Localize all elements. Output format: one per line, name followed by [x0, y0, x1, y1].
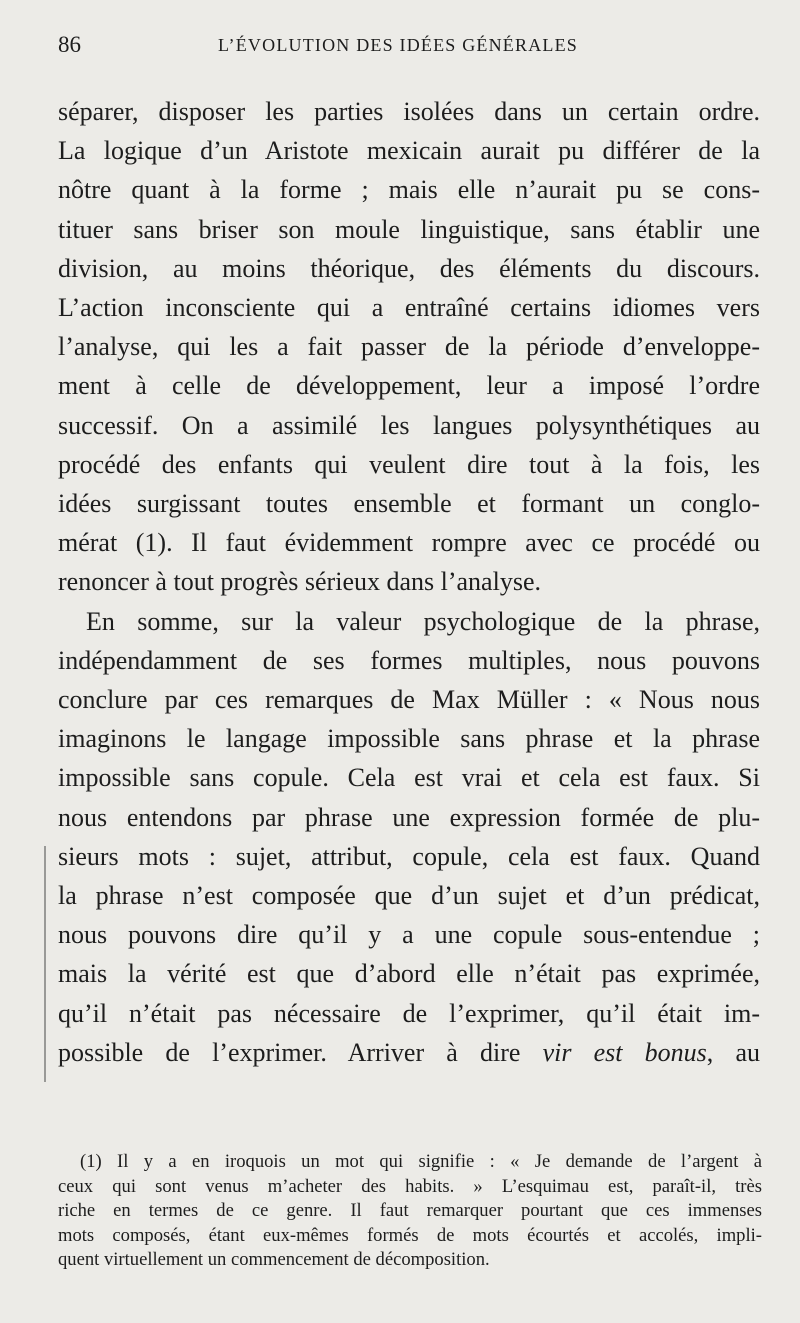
body-line: indépendamment de ses formes multiples, nous pouvons: [58, 645, 760, 675]
body-text-run: possible de l’exprimer. Arriver à dire: [58, 1037, 521, 1067]
footnote-line: mots composés, étant eux-mêmes formés de mots écourtés et accolés, impli-: [58, 1224, 762, 1246]
body-line: séparer, disposer les parties isolées dans un certain ordre.: [58, 97, 760, 126]
body-text-run: , au: [706, 1037, 760, 1067]
body-line: ment à celle de développement, leur a imposé l’ordre: [58, 371, 760, 401]
body-line: impossible sans copule. Cela est vrai et cela est faux. Si: [58, 763, 760, 793]
body-line: division, au moins théorique, des éléments du discours.: [58, 253, 760, 283]
body-line: imaginons le langage impossible sans phrase et la phrase: [58, 724, 760, 754]
body-line: nôtre quant à la forme ; mais elle n’aurait pu se cons-: [58, 175, 760, 205]
running-title: L’ÉVOLUTION DES IDÉES GÉNÉRALES: [218, 35, 579, 55]
body-text: [58, 92, 760, 1072]
italic-phrase: vir est bonus: [542, 1037, 707, 1067]
body-line: sieurs mots : sujet, attribut, copule, cela est faux. Quand: [58, 841, 760, 871]
body-line: l’analyse, qui les a fait passer de la période d’enveloppe-: [58, 332, 760, 362]
body-line: La logique d’un Aristote mexicain aurait pu différer de la: [58, 136, 760, 166]
footnote-line: riche en termes de ce genre. Il faut remarquer pourtant que ces immenses: [58, 1200, 762, 1222]
body-line: mais la vérité est que d’abord elle n’était pas exprimée,: [58, 959, 760, 989]
footnote: [58, 1150, 762, 1273]
running-head: [58, 32, 760, 62]
body-line: conclure par ces remarques de Max Müller : « Nous nous: [58, 685, 760, 715]
footnote-line: (1) Il y a en iroquois un mot qui signifie : « Je demande de l’argent à: [80, 1151, 762, 1172]
margin-mark: [44, 846, 46, 1082]
page-number: 86: [58, 32, 81, 57]
body-line: qu’il n’était pas nécessaire de l’exprimer, qu’il était im-: [58, 998, 760, 1028]
body-line: nous pouvons dire qu’il y a une copule sous-entendue ;: [58, 920, 760, 950]
body-line: L’action inconsciente qui a entraîné certains idiomes vers: [58, 293, 760, 323]
body-line: procédé des enfants qui veulent dire tout à la fois, les: [58, 449, 760, 479]
body-line-final: [58, 1033, 760, 1072]
body-line: tituer sans briser son moule linguistique, sans établir une: [58, 214, 760, 244]
body-line: successif. On a assimilé les langues polysynthétiques au: [58, 410, 760, 440]
body-line: idées surgissant toutes ensemble et formant un conglo-: [58, 489, 760, 519]
footnote-line: ceux qui sont venus m’acheter des habits. » L’esquimau est, paraît-il, très: [58, 1175, 762, 1197]
body-line: la phrase n’est composée que d’un sujet et d’un prédicat,: [58, 881, 760, 911]
paragraph-start-line: En somme, sur la valeur psychologique de la phrase,: [86, 606, 760, 636]
body-line: nous entendons par phrase une expression formée de plu-: [58, 802, 760, 832]
footnote-line: quent virtuellement un commencement de décomposition.: [58, 1249, 490, 1271]
body-line: renoncer à tout progrès sérieux dans l’analyse.: [58, 567, 541, 597]
body-line: mérat (1). Il faut évidemment rompre avec ce procédé ou: [58, 528, 760, 558]
